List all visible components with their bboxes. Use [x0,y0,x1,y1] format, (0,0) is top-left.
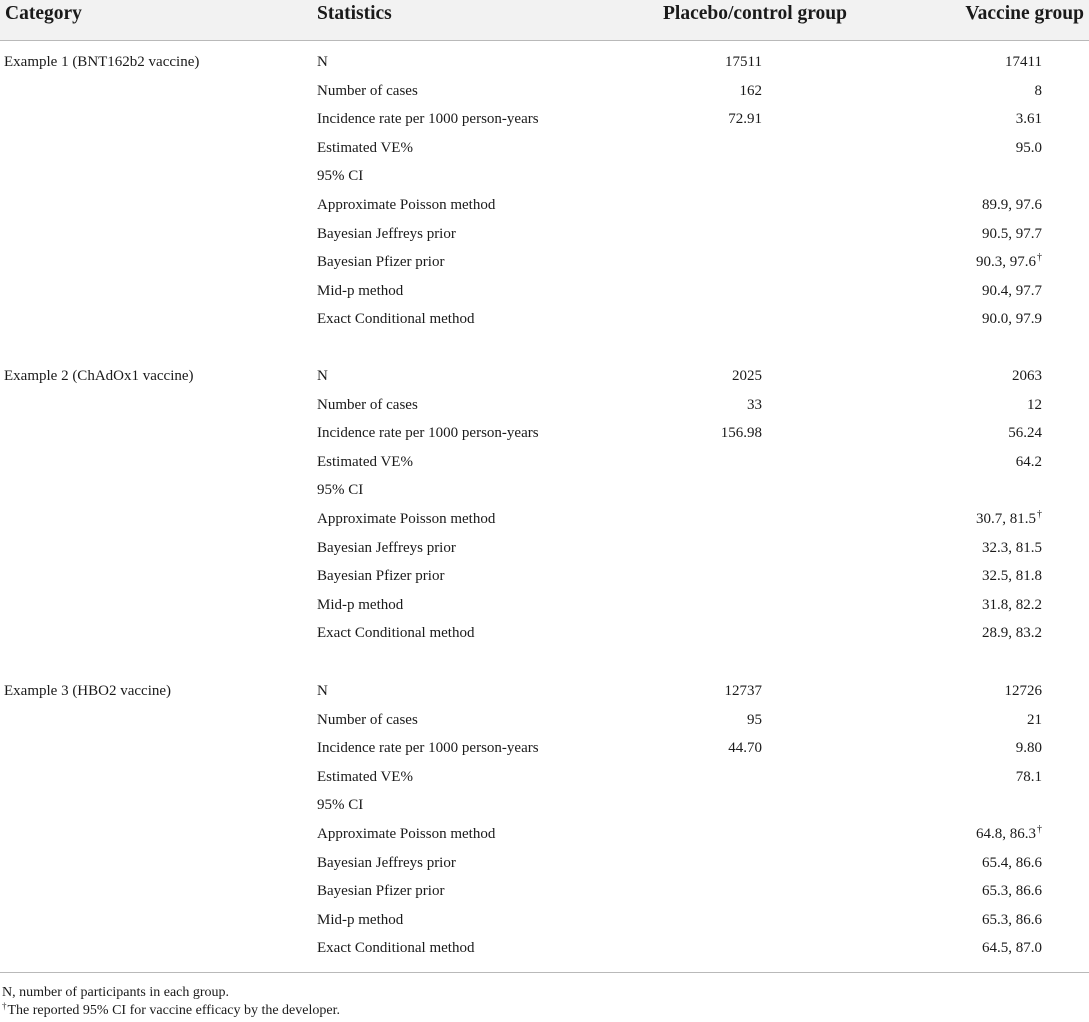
table-row [0,362,1089,391]
statistic-label: Incidence rate per 1000 person-years [317,740,539,757]
footnote-n-text: N, number of participants in each group. [2,985,230,1000]
table-row [0,220,1089,249]
table-row [0,534,1089,563]
table-row [0,105,1089,134]
table-row [0,791,1089,820]
vaccine-value: 65.4, 86.6 [982,854,1042,871]
table-row [0,248,1089,277]
vaccine-value: 90.5, 97.7 [982,225,1042,242]
vaccine-value: 65.3, 86.6 [982,911,1042,928]
vaccine-value: 56.24 [1008,425,1042,442]
table-row [0,505,1089,534]
statistic-label: Estimated VE% [317,453,413,470]
vaccine-value-cell [1005,48,1042,77]
table-group-example-2 [0,362,1089,648]
statistic-label: Mid-p method [317,911,404,928]
footnote-dagger [2,1002,340,1020]
table-row [0,677,1089,706]
footnote-dagger-text: The reported 95% CI for vaccine efficacy by the developer. [7,1003,340,1018]
statistic-label: Mid-p method [317,596,404,613]
vaccine-value: 32.3, 81.5 [982,539,1042,556]
dagger-mark: † [1037,508,1042,520]
vaccine-value-cell [1012,362,1042,391]
statistic-label: Bayesian Pfizer prior [317,883,445,900]
statistic-label: N [317,54,328,70]
statistic-label: Bayesian Jeffreys prior [317,539,456,556]
group-rows [0,362,1089,648]
table-header [0,0,1089,41]
vaccine-value: 2063 [1012,368,1042,384]
vaccine-value-cell [1008,419,1042,448]
vaccine-value-cell [1016,763,1042,792]
vaccine-value-cell [982,877,1042,906]
vaccine-value: 32.5, 81.8 [982,568,1042,585]
vaccine-value-cell [982,619,1042,648]
vaccine-value: 89.9, 97.6 [982,196,1042,213]
vaccine-value-cell [1016,448,1042,477]
table-row [0,134,1089,163]
vaccine-value-cell [1027,391,1042,420]
vaccine-value: 64.5, 87.0 [982,940,1042,957]
table-row [0,476,1089,505]
group-rows [0,48,1089,334]
placebo-value: 95 [747,711,762,728]
statistic-label: Exact Conditional method [317,940,475,957]
table-row [0,734,1089,763]
table-bottom-rule [0,972,1089,973]
statistic-label: Approximate Poisson method [317,510,496,527]
group-rows [0,677,1089,963]
vaccine-value-cell [1016,134,1042,163]
placebo-value: 72.91 [728,111,762,128]
statistic-label: 95% CI [317,168,364,185]
vaccine-value-cell [1016,105,1042,134]
vaccine-value-cell [1035,77,1043,106]
table-row [0,191,1089,220]
vaccine-value: 9.80 [1015,740,1042,757]
vaccine-value: 64.8, 86.3 [976,825,1036,842]
vaccine-value-cell [982,591,1042,620]
group-label: Example 1 (BNT162b2 vaccine) [4,54,200,70]
vaccine-value: 95.0 [1015,139,1042,156]
statistic-label: Bayesian Jeffreys prior [317,225,456,242]
statistic-label: Exact Conditional method [317,625,475,642]
statistic-label: Bayesian Pfizer prior [317,254,445,271]
vaccine-value: 30.7, 81.5 [976,510,1036,527]
statistic-label: Incidence rate per 1000 person-years [317,111,539,128]
statistic-label: Number of cases [317,396,418,413]
vaccine-value: 21 [1027,711,1042,728]
vaccine-value-cell [982,849,1042,878]
vaccine-value: 90.4, 97.7 [982,282,1042,299]
group-label: Example 3 (HBO2 vaccine) [4,683,172,699]
statistic-label: Approximate Poisson method [317,825,496,842]
vaccine-value-cell [976,820,1042,849]
statistic-label: Estimated VE% [317,768,413,785]
vaccine-value: 31.8, 82.2 [982,596,1042,613]
vaccine-value-cell [1027,706,1042,735]
statistic-label: Incidence rate per 1000 person-years [317,425,539,442]
table-row [0,619,1089,648]
table-row [0,591,1089,620]
statistic-label: Number of cases [317,82,418,99]
placebo-value: 33 [747,396,762,413]
vaccine-value-cell [982,220,1042,249]
vaccine-value-cell [1016,734,1042,763]
table-row [0,391,1089,420]
table-row [0,906,1089,935]
vaccine-value: 17411 [1005,54,1042,70]
statistic-label: 95% CI [317,482,364,499]
vaccine-value-cell [976,505,1042,534]
vaccine-value-cell [982,934,1042,963]
table-row [0,820,1089,849]
header-vaccine-group: Vaccine group [965,3,1084,24]
vaccine-value-cell [1005,677,1043,706]
vaccine-value: 90.0, 97.9 [982,311,1042,328]
placebo-value: 156.98 [720,425,762,442]
table-row [0,48,1089,77]
table-row [0,162,1089,191]
statistic-label: Exact Conditional method [317,311,475,328]
vaccine-value: 8 [1034,82,1042,99]
statistic-label: Approximate Poisson method [317,196,496,213]
vaccine-value-cell [982,562,1042,591]
placebo-value: 12737 [724,683,762,699]
table-row [0,562,1089,591]
footnote-n [2,984,229,1002]
placebo-value: 2025 [732,368,762,384]
statistic-label: N [317,368,328,384]
vaccine-value: 3.61 [1015,111,1042,128]
vaccine-value: 64.2 [1015,453,1042,470]
statistic-label: Number of cases [317,711,418,728]
statistic-label: 95% CI [317,797,364,814]
table-group-example-1 [0,48,1089,334]
dagger-mark: † [1037,252,1042,264]
vaccine-value-cell [982,305,1042,334]
dagger-mark: † [2,1001,7,1011]
vaccine-value: 28.9, 83.2 [982,625,1042,642]
statistic-label: Mid-p method [317,282,404,299]
table-row [0,706,1089,735]
header-placebo-group: Placebo/control group [663,3,847,24]
header-statistics: Statistics [317,3,392,24]
group-label: Example 2 (ChAdOx1 vaccine) [4,368,194,384]
table-group-example-3 [0,677,1089,963]
table-row [0,448,1089,477]
vaccine-value: 12726 [1004,683,1042,699]
statistic-label: Bayesian Pfizer prior [317,568,445,585]
vaccine-value: 65.3, 86.6 [982,883,1042,900]
table-row [0,305,1089,334]
placebo-value: 162 [739,82,762,99]
vaccine-value: 12 [1027,396,1042,413]
table-row [0,77,1089,106]
placebo-value: 44.70 [728,740,762,757]
vaccine-value-cell [976,248,1042,277]
vaccine-value-cell [982,277,1042,306]
table-row [0,877,1089,906]
vaccine-value-cell [982,534,1042,563]
dagger-mark: † [1037,823,1042,835]
table-row [0,849,1089,878]
table-row [0,419,1089,448]
statistic-label: Bayesian Jeffreys prior [317,854,456,871]
table-row [0,763,1089,792]
statistic-label: N [317,683,328,699]
vaccine-value: 90.3, 97.6 [976,254,1036,271]
vaccine-value-cell [982,191,1042,220]
header-category: Category [5,3,82,24]
statistic-label: Estimated VE% [317,139,413,156]
vaccine-value-cell [982,906,1042,935]
vaccine-value: 78.1 [1015,768,1042,785]
table-row [0,934,1089,963]
placebo-value: 17511 [725,54,762,70]
table-row [0,277,1089,306]
